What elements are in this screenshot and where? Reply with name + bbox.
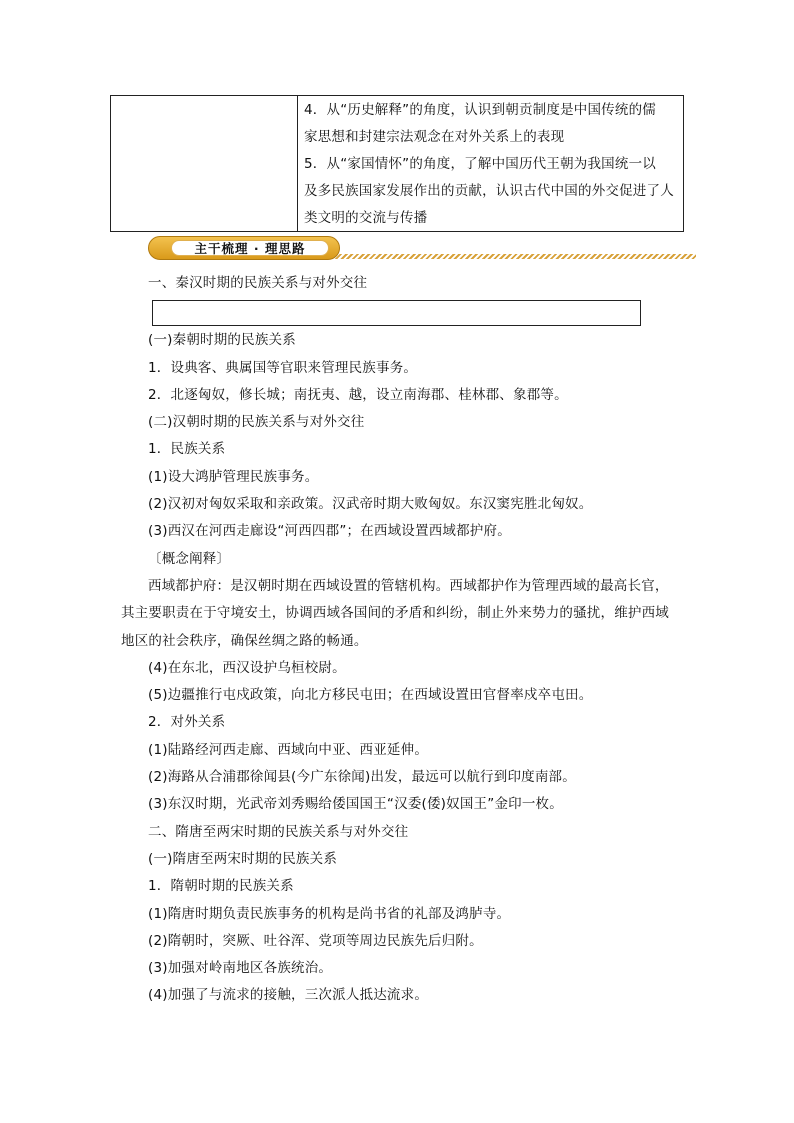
content-line: (一)隋唐至两宋时期的民族关系: [148, 850, 338, 867]
content-line: (1)设大鸿胪管理民族事务。: [148, 468, 319, 485]
content-line: (二)汉朝时期的民族关系与对外交往: [148, 414, 365, 431]
content-line: (1)隋唐时期负责民族事务的机构是尚书省的礼部及鸿胪寺。: [148, 905, 511, 922]
content-line: (3)加强对岭南地区各族统治。: [148, 960, 333, 977]
blank-answer-box: [152, 300, 641, 326]
table-line: 类文明的交流与传播: [304, 210, 428, 226]
content-line: 1．民族关系: [148, 441, 226, 458]
content-line: (2)隋朝时，突厥、吐谷浑、党项等周边民族先后归附。: [148, 932, 483, 949]
table-line: 家思想和封建宗法观念在对外关系上的表现: [304, 129, 565, 145]
content-line: (2)汉初对匈奴采取和亲政策。汉武帝时期大败匈奴。东汉窦宪胜北匈奴。: [148, 496, 593, 513]
table-left-cell: [111, 96, 298, 231]
content-line: (1)陆路经河西走廊、西域向中亚、西亚延伸。: [148, 741, 429, 758]
section-banner: [148, 236, 696, 262]
table-line: 及多民族国家发展作出的贡献，认识古代中国的外交促进了人: [304, 183, 674, 199]
content-line: (4)在东北，西汉设护乌桓校尉。: [148, 659, 346, 676]
banner-pill: [148, 236, 340, 260]
content-line: 2．北逐匈奴，修长城；南抚夷、越，设立南海郡、桂林郡、象郡等。: [148, 386, 568, 403]
concept-paragraph: 西域都护府：是汉朝时期在西域设置的管辖机构。西域都护作为管理西域的最高长官，其主要职责在于守境安土，协调西域各国间的矛盾和纠纷，制止外来势力的骚扰，维护西域地区的社会秩序，确保丝绸之路的畅通。: [121, 577, 669, 649]
main-content: [121, 270, 681, 1010]
table-right-cell: [298, 96, 683, 231]
banner-label: 主干梳理 · 理思路: [194, 241, 306, 256]
section-heading: 一、秦汉时期的民族关系与对外交往: [148, 275, 368, 291]
table-line: 5．从“家国情怀”的角度，了解中国历代王朝为我国统一以: [304, 156, 656, 172]
banner-stripe: [334, 254, 696, 259]
content-line: (3)东汉时期，光武帝刘秀赐给倭国国王“汉委(倭)奴国王”金印一枚。: [148, 796, 563, 813]
concept-label: 〔概念阐释〕: [148, 550, 231, 567]
section-heading: 二、隋唐至两宋时期的民族关系与对外交往: [148, 823, 409, 840]
content-line: (2)海路从合浦郡徐闻县(今广东徐闻)出发，最远可以航行到印度南部。: [148, 769, 576, 786]
content-line: 2．对外关系: [148, 714, 226, 731]
content-line: 1．设典客、典属国等官职来管理民族事务。: [148, 359, 418, 376]
table-line: 4．从“历史解释”的角度，认识到朝贡制度是中国传统的儒: [304, 102, 656, 118]
content-line: (3)西汉在河西走廊设“河西四郡”；在西域设置西域都护府。: [148, 523, 511, 540]
content-line: (一)秦朝时期的民族关系: [148, 332, 296, 349]
banner-pill-inner: [171, 240, 329, 256]
content-line: (4)加强了与流求的接触，三次派人抵达流求。: [148, 987, 429, 1004]
content-line: (5)边疆推行屯戍政策，向北方移民屯田；在西域设置田官督率戍卒屯田。: [148, 687, 593, 704]
objectives-table: [110, 95, 684, 232]
content-line: 1．隋朝时期的民族关系: [148, 878, 294, 895]
